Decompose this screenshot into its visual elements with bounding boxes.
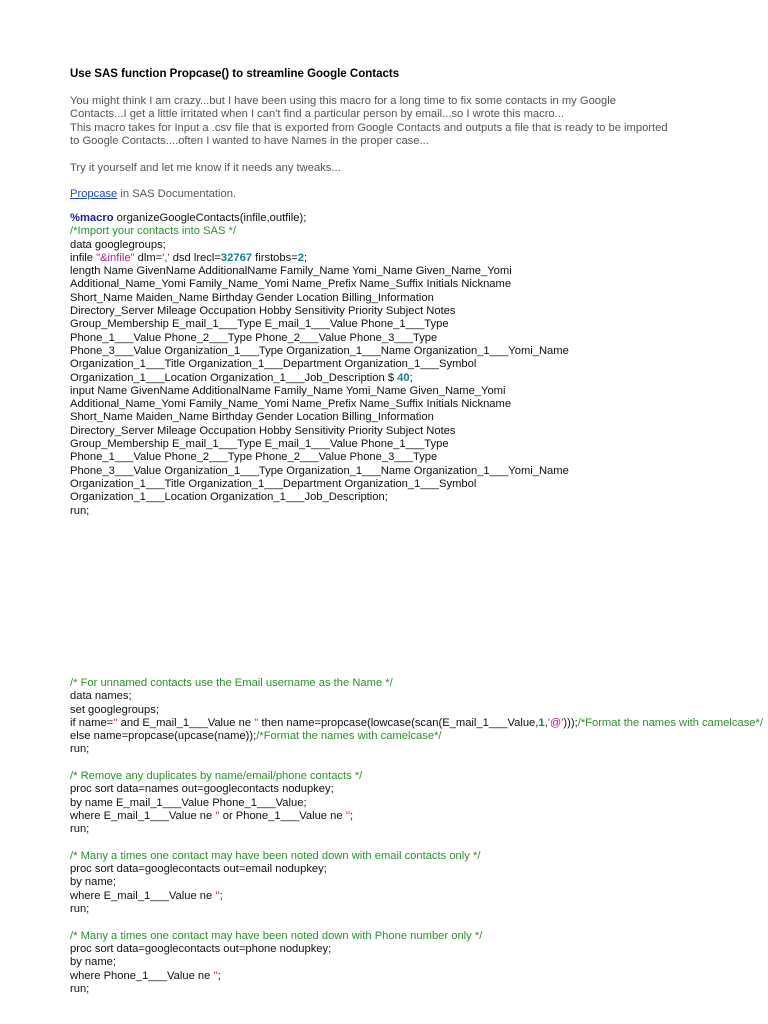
code-line: infile "&infile" dlm=',' dsd lrecl=32767 firstobs=2;: [70, 251, 308, 264]
documentation-line: [70, 188, 236, 201]
code-line: Additional_Name_Yomi Family_Name_Yomi Name_Prefix Name_Suffix Initials Nickname: [70, 398, 512, 411]
code-line: Organization_1___Title Organization_1___Department Organization_1___Symbol: [70, 358, 477, 371]
code-comment: /* Remove any duplicates by name/email/phone contacts */: [70, 770, 363, 783]
code-line: length Name GivenName AdditionalName Family_Name Yomi_Name Given_Name_Yomi: [70, 265, 512, 278]
try-it-paragraph: Try it yourself and let me know if it needs any tweaks...: [70, 162, 341, 174]
code-line: Organization_1___Title Organization_1___Department Organization_1___Symbol: [70, 477, 477, 490]
code-line: run;: [70, 743, 90, 756]
intro-paragraph: You might think I am crazy...but I have been using this macro for a long time to fix some contacts in my Google Contacts...I get a little irritated when I can't find a particular person by email...so I wrote this macro... This macro takes for Input a .csv file that is exported from Google Contacts and outputs a file that is ready to be imported to Google Contacts....often I wanted to have Names in the proper case...: [70, 95, 668, 147]
code-line: input Name GivenName AdditionalName Family_Name Yomi_Name Given_Name_Yomi: [70, 384, 506, 397]
code-line: proc sort data=googlecontacts out=email nodupkey;: [70, 863, 327, 876]
code-line: Directory_Server Mileage Occupation Hobby Sensitivity Priority Subject Notes: [70, 424, 456, 437]
code-line: run;: [70, 504, 90, 517]
code-line: Group_Membership E_mail_1___Type E_mail_1___Value Phone_1___Type: [70, 318, 449, 331]
code-line: by name;: [70, 956, 117, 969]
code-line: data names;: [70, 690, 132, 703]
code-line: Short_Name Maiden_Name Birthday Gender Location Billing_Information: [70, 411, 434, 424]
code-line: Phone_3___Value Organization_1___Type Organization_1___Name Organization_1___Yomi_Name: [70, 344, 569, 357]
code-line: proc sort data=googlecontacts out=phone nodupkey;: [70, 942, 332, 955]
code-line: where E_mail_1___Value ne '';: [70, 889, 223, 902]
code-comment: /*Import your contacts into SAS */: [70, 225, 237, 238]
code-line: Short_Name Maiden_Name Birthday Gender Location Billing_Information: [70, 291, 434, 304]
code-line: by name E_mail_1___Value Phone_1___Value;: [70, 796, 307, 809]
code-line: Directory_Server Mileage Occupation Hobby Sensitivity Priority Subject Notes: [70, 305, 456, 318]
code-line: Organization_1___Location Organization_1___Job_Description;: [70, 491, 388, 504]
code-line: Additional_Name_Yomi Family_Name_Yomi Name_Prefix Name_Suffix Initials Nickname: [70, 278, 512, 291]
code-line: Group_Membership E_mail_1___Type E_mail_1___Value Phone_1___Type: [70, 438, 449, 451]
code-comment: /* Many a times one contact may have been noted down with Phone number only */: [70, 929, 483, 942]
code-line: run;: [70, 982, 90, 995]
code-line: %macro organizeGoogleContacts(infile,outfile);: [70, 212, 307, 224]
macro-keyword: %macro: [70, 212, 114, 224]
code-line: else name=propcase(upcase(name));/*Format the names with camelcase*/: [70, 730, 442, 743]
macro-code-block: [70, 212, 569, 518]
code-line: proc sort data=names out=googlecontacts nodupkey;: [70, 783, 334, 796]
code-line: Organization_1___Location Organization_1___Job_Description $ 40;: [70, 371, 413, 384]
documentation-suffix: in SAS Documentation.: [117, 188, 237, 200]
processing-code-block: [70, 677, 763, 996]
code-line: set googlegroups;: [70, 703, 159, 716]
code-line: run;: [70, 903, 90, 916]
code-line: Phone_1___Value Phone_2___Type Phone_2___Value Phone_3___Type: [70, 451, 438, 464]
code-comment: /* For unnamed contacts use the Email username as the Name */: [70, 677, 393, 689]
code-line: data googlegroups;: [70, 238, 166, 251]
code-line: run;: [70, 823, 90, 836]
code-line: if name='' and E_mail_1___Value ne '' then name=propcase(lowcase(scan(E_mail_1___Value,1,'@')));/*Format the names with camelcase*/: [70, 716, 763, 729]
code-line: by name;: [70, 876, 117, 889]
post-title: Use SAS function Propcase() to streamline Google Contacts: [70, 68, 400, 80]
code-line: where Phone_1___Value ne '';: [70, 969, 221, 982]
code-line: where E_mail_1___Value ne '' or Phone_1___Value ne '';: [70, 809, 354, 822]
propcase-doc-link[interactable]: Propcase: [70, 188, 118, 200]
code-line: Phone_3___Value Organization_1___Type Organization_1___Name Organization_1___Yomi_Name: [70, 464, 569, 477]
code-line: Phone_1___Value Phone_2___Type Phone_2___Value Phone_3___Type: [70, 331, 438, 344]
code-comment: /* Many a times one contact may have been noted down with email contacts only */: [70, 849, 481, 862]
